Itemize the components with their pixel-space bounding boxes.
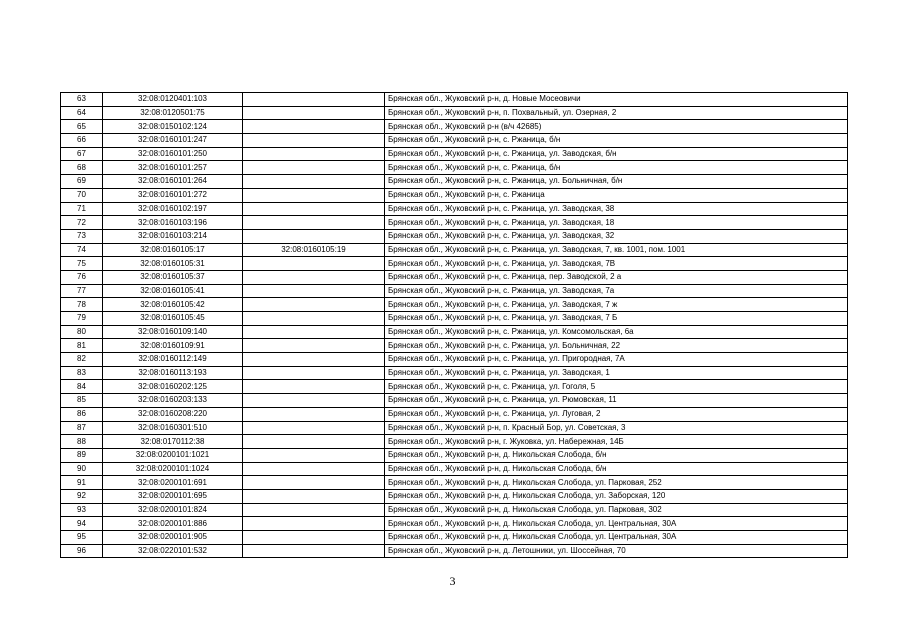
address-cell: Брянская обл., Жуковский р-н, д. Летошники, ул. Шоссейная, 70	[385, 544, 848, 558]
cadastral-number-cell: 32:08:0150102:124	[103, 120, 243, 134]
table-row	[61, 202, 848, 216]
table-row	[61, 339, 848, 353]
related-cadastral-number-cell: 32:08:0160105:19	[243, 243, 385, 257]
cadastral-number-cell: 32:08:0200101:1024	[103, 462, 243, 476]
cadastral-number-cell: 32:08:0160109:91	[103, 339, 243, 353]
table-row	[61, 188, 848, 202]
address-cell: Брянская обл., Жуковский р-н, д. Никольская Слобода, ул. Центральная, 30А	[385, 517, 848, 531]
table-row	[61, 503, 848, 517]
table-row	[61, 462, 848, 476]
cadastral-number-cell: 32:08:0200101:1021	[103, 448, 243, 462]
address-cell: Брянская обл., Жуковский р-н, с. Ржаница, ул. Заводская, 38	[385, 202, 848, 216]
related-cadastral-number-cell	[243, 284, 385, 298]
table-row	[61, 544, 848, 558]
related-cadastral-number-cell	[243, 298, 385, 312]
table-row	[61, 175, 848, 189]
address-cell: Брянская обл., Жуковский р-н, с. Ржаница, пер. Заводской, 2 а	[385, 270, 848, 284]
row-number-cell: 71	[61, 202, 103, 216]
cadastral-number-cell: 32:08:0220101:532	[103, 544, 243, 558]
cadastral-number-cell: 32:08:0160105:31	[103, 257, 243, 271]
address-cell: Брянская обл., Жуковский р-н, д. Никольская Слобода, ул. Парковая, 252	[385, 476, 848, 490]
cadastral-number-cell: 32:08:0160101:257	[103, 161, 243, 175]
row-number-cell: 83	[61, 366, 103, 380]
row-number-cell: 79	[61, 312, 103, 326]
table-row	[61, 229, 848, 243]
address-cell: Брянская обл., Жуковский р-н, с. Ржаница, ул. Заводская, 7В	[385, 257, 848, 271]
address-cell: Брянская обл., Жуковский р-н, с. Ржаница, ул. Больничная, 22	[385, 339, 848, 353]
address-cell: Брянская обл., Жуковский р-н, с. Ржаница, ул. Луговая, 2	[385, 407, 848, 421]
related-cadastral-number-cell	[243, 161, 385, 175]
related-cadastral-number-cell	[243, 257, 385, 271]
related-cadastral-number-cell	[243, 312, 385, 326]
table-row	[61, 106, 848, 120]
related-cadastral-number-cell	[243, 188, 385, 202]
address-cell: Брянская обл., Жуковский р-н, п. Красный Бор, ул. Советская, 3	[385, 421, 848, 435]
related-cadastral-number-cell	[243, 462, 385, 476]
address-cell: Брянская обл., Жуковский р-н, с. Ржаница, ул. Заводская, 1	[385, 366, 848, 380]
cadastral-number-cell: 32:08:0200101:824	[103, 503, 243, 517]
related-cadastral-number-cell	[243, 448, 385, 462]
table-row	[61, 353, 848, 367]
table-row	[61, 134, 848, 148]
table-row	[61, 298, 848, 312]
address-cell: Брянская обл., Жуковский р-н, с. Ржаница, ул. Заводская, 7а	[385, 284, 848, 298]
related-cadastral-number-cell	[243, 229, 385, 243]
table-row	[61, 421, 848, 435]
cadastral-number-cell: 32:08:0120401:103	[103, 93, 243, 107]
address-cell: Брянская обл., Жуковский р-н, с. Ржаница, ул. Заводская, 7, кв. 1001, пом. 1001	[385, 243, 848, 257]
cadastral-number-cell: 32:08:0160203:133	[103, 394, 243, 408]
row-number-cell: 64	[61, 106, 103, 120]
row-number-cell: 92	[61, 489, 103, 503]
row-number-cell: 76	[61, 270, 103, 284]
related-cadastral-number-cell	[243, 489, 385, 503]
related-cadastral-number-cell	[243, 435, 385, 449]
row-number-cell: 88	[61, 435, 103, 449]
related-cadastral-number-cell	[243, 353, 385, 367]
row-number-cell: 81	[61, 339, 103, 353]
related-cadastral-number-cell	[243, 394, 385, 408]
table-row	[61, 93, 848, 107]
address-cell: Брянская обл., Жуковский р-н, с. Ржаница, ул. Комсомольская, 6а	[385, 325, 848, 339]
related-cadastral-number-cell	[243, 147, 385, 161]
row-number-cell: 94	[61, 517, 103, 531]
row-number-cell: 84	[61, 380, 103, 394]
row-number-cell: 87	[61, 421, 103, 435]
cadastral-number-cell: 32:08:0160101:250	[103, 147, 243, 161]
row-number-cell: 69	[61, 175, 103, 189]
cadastral-number-cell: 32:08:0160105:42	[103, 298, 243, 312]
row-number-cell: 74	[61, 243, 103, 257]
address-cell: Брянская обл., Жуковский р-н, д. Никольская Слобода, б/н	[385, 448, 848, 462]
cadastral-number-cell: 32:08:0160105:41	[103, 284, 243, 298]
related-cadastral-number-cell	[243, 202, 385, 216]
table-row	[61, 257, 848, 271]
row-number-cell: 93	[61, 503, 103, 517]
address-cell: Брянская обл., Жуковский р-н, п. Похвальный, ул. Озерная, 2	[385, 106, 848, 120]
table-row	[61, 216, 848, 230]
row-number-cell: 95	[61, 531, 103, 545]
row-number-cell: 82	[61, 353, 103, 367]
cadastral-number-cell: 32:08:0160105:45	[103, 312, 243, 326]
table-row	[61, 284, 848, 298]
related-cadastral-number-cell	[243, 106, 385, 120]
related-cadastral-number-cell	[243, 421, 385, 435]
related-cadastral-number-cell	[243, 366, 385, 380]
related-cadastral-number-cell	[243, 517, 385, 531]
row-number-cell: 73	[61, 229, 103, 243]
related-cadastral-number-cell	[243, 270, 385, 284]
related-cadastral-number-cell	[243, 380, 385, 394]
row-number-cell: 63	[61, 93, 103, 107]
page-number: 3	[449, 574, 456, 588]
table-row	[61, 517, 848, 531]
cadastral-number-cell: 32:08:0160112:149	[103, 353, 243, 367]
address-cell: Брянская обл., Жуковский р-н, с. Ржаница, ул. Заводская, 7 Б	[385, 312, 848, 326]
table-row	[61, 448, 848, 462]
table-row	[61, 147, 848, 161]
cadastral-number-cell: 32:08:0160109:140	[103, 325, 243, 339]
related-cadastral-number-cell	[243, 339, 385, 353]
cadastral-number-cell: 32:08:0160101:264	[103, 175, 243, 189]
related-cadastral-number-cell	[243, 93, 385, 107]
row-number-cell: 90	[61, 462, 103, 476]
address-cell: Брянская обл., Жуковский р-н (в/ч 42685)	[385, 120, 848, 134]
table-row	[61, 270, 848, 284]
cadastral-number-cell: 32:08:0170112:38	[103, 435, 243, 449]
address-cell: Брянская обл., Жуковский р-н, д. Никольская Слобода, б/н	[385, 462, 848, 476]
cadastral-number-cell: 32:08:0160103:214	[103, 229, 243, 243]
cadastral-number-cell: 32:08:0160301:510	[103, 421, 243, 435]
cadastral-number-cell: 32:08:0200101:886	[103, 517, 243, 531]
cadastral-number-cell: 32:08:0200101:691	[103, 476, 243, 490]
cadastral-number-cell: 32:08:0160101:272	[103, 188, 243, 202]
cadastral-number-cell: 32:08:0160102:197	[103, 202, 243, 216]
table-row	[61, 380, 848, 394]
address-cell: Брянская обл., Жуковский р-н, с. Ржаница, ул. Заводская, 32	[385, 229, 848, 243]
address-cell: Брянская обл., Жуковский р-н, с. Ржаница, ул. Заводская, 18	[385, 216, 848, 230]
table-row	[61, 325, 848, 339]
related-cadastral-number-cell	[243, 175, 385, 189]
address-cell: Брянская обл., Жуковский р-н, с. Ржаница, б/н	[385, 134, 848, 148]
address-cell: Брянская обл., Жуковский р-н, с. Ржаница	[385, 188, 848, 202]
row-number-cell: 66	[61, 134, 103, 148]
address-cell: Брянская обл., Жуковский р-н, г. Жуковка, ул. Набережная, 14Б	[385, 435, 848, 449]
related-cadastral-number-cell	[243, 120, 385, 134]
row-number-cell: 86	[61, 407, 103, 421]
row-number-cell: 72	[61, 216, 103, 230]
row-number-cell: 67	[61, 147, 103, 161]
row-number-cell: 96	[61, 544, 103, 558]
table-row	[61, 531, 848, 545]
cadastral-number-cell: 32:08:0200101:905	[103, 531, 243, 545]
related-cadastral-number-cell	[243, 216, 385, 230]
cadastral-number-cell: 32:08:0160105:17	[103, 243, 243, 257]
row-number-cell: 70	[61, 188, 103, 202]
table-row	[61, 407, 848, 421]
address-cell: Брянская обл., Жуковский р-н, с. Ржаница, ул. Пригородная, 7А	[385, 353, 848, 367]
row-number-cell: 65	[61, 120, 103, 134]
table-row	[61, 435, 848, 449]
table-row	[61, 243, 848, 257]
cadastral-number-cell: 32:08:0160202:125	[103, 380, 243, 394]
address-cell: Брянская обл., Жуковский р-н, д. Никольская Слобода, ул. Заборская, 120	[385, 489, 848, 503]
related-cadastral-number-cell	[243, 531, 385, 545]
row-number-cell: 78	[61, 298, 103, 312]
related-cadastral-number-cell	[243, 407, 385, 421]
address-cell: Брянская обл., Жуковский р-н, с. Ржаница, б/н	[385, 161, 848, 175]
related-cadastral-number-cell	[243, 503, 385, 517]
cadastral-number-cell: 32:08:0120501:75	[103, 106, 243, 120]
table-row	[61, 161, 848, 175]
cadastral-number-cell: 32:08:0160101:247	[103, 134, 243, 148]
cadastral-number-cell: 32:08:0160105:37	[103, 270, 243, 284]
table-row	[61, 476, 848, 490]
related-cadastral-number-cell	[243, 134, 385, 148]
cadastral-number-cell: 32:08:0160103:196	[103, 216, 243, 230]
property-table-body	[61, 93, 848, 558]
address-cell: Брянская обл., Жуковский р-н, с. Ржаница, ул. Больничная, б/н	[385, 175, 848, 189]
row-number-cell: 68	[61, 161, 103, 175]
row-number-cell: 77	[61, 284, 103, 298]
property-table	[60, 92, 848, 558]
cadastral-number-cell: 32:08:0160208:220	[103, 407, 243, 421]
cadastral-number-cell: 32:08:0200101:695	[103, 489, 243, 503]
cadastral-number-cell: 32:08:0160113:193	[103, 366, 243, 380]
related-cadastral-number-cell	[243, 325, 385, 339]
row-number-cell: 75	[61, 257, 103, 271]
address-cell: Брянская обл., Жуковский р-н, с. Ржаница, ул. Заводская, 7 ж	[385, 298, 848, 312]
row-number-cell: 89	[61, 448, 103, 462]
address-cell: Брянская обл., Жуковский р-н, д. Никольская Слобода, ул. Парковая, 302	[385, 503, 848, 517]
row-number-cell: 85	[61, 394, 103, 408]
address-cell: Брянская обл., Жуковский р-н, с. Ржаница, ул. Гоголя, 5	[385, 380, 848, 394]
address-cell: Брянская обл., Жуковский р-н, д. Никольская Слобода, ул. Центральная, 30А	[385, 531, 848, 545]
table-row	[61, 489, 848, 503]
address-cell: Брянская обл., Жуковский р-н, д. Новые Мосеовичи	[385, 93, 848, 107]
table-row	[61, 394, 848, 408]
table-row	[61, 120, 848, 134]
related-cadastral-number-cell	[243, 544, 385, 558]
address-cell: Брянская обл., Жуковский р-н, с. Ржаница, ул. Заводская, б/н	[385, 147, 848, 161]
table-row	[61, 312, 848, 326]
address-cell: Брянская обл., Жуковский р-н, с. Ржаница, ул. Рюмовская, 11	[385, 394, 848, 408]
table-row	[61, 366, 848, 380]
related-cadastral-number-cell	[243, 476, 385, 490]
row-number-cell: 80	[61, 325, 103, 339]
row-number-cell: 91	[61, 476, 103, 490]
